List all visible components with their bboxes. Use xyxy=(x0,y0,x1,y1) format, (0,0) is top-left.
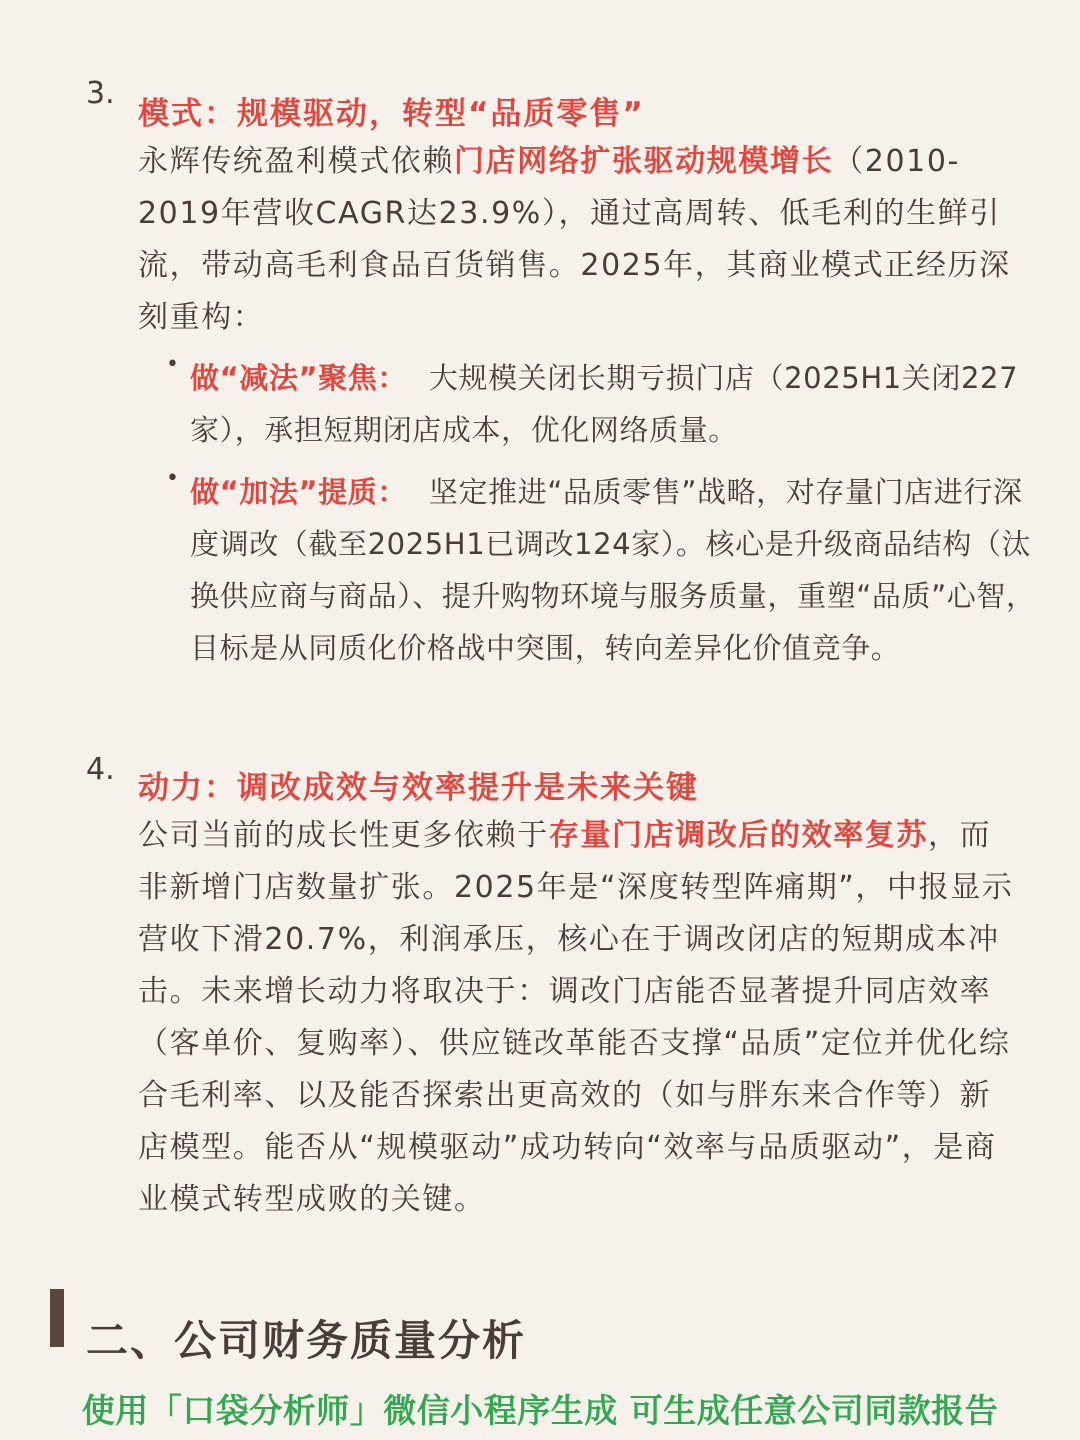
item-paragraph-4 xyxy=(138,810,1018,1226)
bullet-item-add xyxy=(190,466,1040,674)
item-number-4: 4. xyxy=(86,752,115,787)
item-paragraph-3 xyxy=(138,136,1018,344)
paragraph-text: 公司当前的成长性更多依赖于 xyxy=(138,818,549,853)
footer-promo: 使用「口袋分析师」微信小程序生成 可生成任意公司同款报告 xyxy=(81,1391,999,1430)
item-heading-4: 动力：调改成效与效率提升是未来关键 xyxy=(138,770,699,806)
paragraph-text: （2010-2019年营收CAGR达23.9%），通过高周转、低毛利的生鲜引流，带动高毛利食品百货销售。2025年，其商业模式正经历深刻重构： xyxy=(138,144,1011,335)
paragraph-highlight: 存量门店调改后的效率复苏 xyxy=(548,818,929,853)
paragraph-text: 永辉传统盈利模式依赖 xyxy=(138,144,454,179)
bullet-lead: 做“加法”提质： xyxy=(190,475,407,509)
paragraph-text: ，而非新增门店数量扩张。2025年是“深度转型阵痛期”，中报显示营收下滑20.7%，利润承压，核心在于调改闭店的短期成本冲击。未来增长动力将取决于：调改门店能否显著提升同店效率（客单价、复购率）、供应链改革能否支撑“品质”定位并优化综合毛利率、以及能否探索出更高效的（如与胖东来合作等）新店模型。能否从“规模驱动”成功转向“效率与品质驱动”，是商业模式转型成败的关键。 xyxy=(138,818,1014,1217)
bullet-text: 大规模关闭长期亏损门店（2025H1关闭227家），承担短期闭店成本，优化网络质量。 xyxy=(190,361,1019,447)
bullet-dot-icon: • xyxy=(166,352,179,377)
bullet-dot-icon: • xyxy=(166,466,179,491)
bullet-item-subtract xyxy=(190,352,1040,456)
bullet-text: 坚定推进“品质零售”战略，对存量门店进行深度调改（截至2025H1已调改124家）。核心是升级商品结构（汰换供应商与商品）、提升购物环境与服务质量，重塑“品质”心智，目标是从同质化价格战中突围，转向差异化价值竞争。 xyxy=(190,475,1036,665)
paragraph-highlight: 门店网络扩张驱动规模增长 xyxy=(454,144,834,179)
section-title-bar xyxy=(50,1289,64,1347)
item-heading-3: 模式：规模驱动，转型“品质零售” xyxy=(138,96,645,132)
bullet-lead: 做“减法”聚焦： xyxy=(190,361,407,395)
item-number-3: 3. xyxy=(86,76,115,111)
section-title: 二、公司财务质量分析 xyxy=(86,1316,527,1365)
